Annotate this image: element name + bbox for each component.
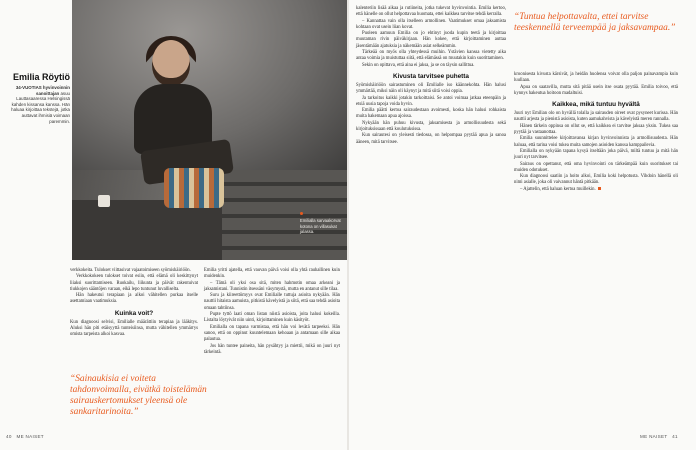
page-gutter (347, 0, 349, 450)
paragraph: kalenteriin lisää aikaa ja rutiineita, jotka tukevat hyvinvointia. Emilia kertoo, että hänelle on ollut helpottavaa huomata, ettei kaikkea tarvitse tehdä kerralla. (356, 6, 506, 18)
person-name: Emilia Röytiö (12, 72, 70, 82)
paragraph: Jos hän tuntee paineita, hän pysähtyy ja miettii, mikä on juuri nyt tärkeintä. (204, 343, 340, 355)
magazine-label-right: ME NAISET (640, 434, 668, 439)
paragraph: Kun diagnoosi saatiin ja hoito alkoi, Emilia koki helpotusta. Vihdoin hänellä oli nimi asialle, joka oli vaivannut häntä pitkään. (514, 174, 678, 186)
photo-mug (98, 195, 110, 207)
bio-block (8, 72, 70, 124)
photo-head (152, 40, 190, 86)
paragraph: Emilia suunnittelee kirjoittavansa kirjan hyvinvoinnista ja armollisuudesta. Hän haluaa, että tarina voisi tukea muita samojen asioiden kanssa kamppailevia. (514, 136, 678, 148)
paragraph: Tärkeää on myös olla yhteydessä muihin. Ystävien kanssa vietetty aika antaa voimia ja muistuttaa siitä, että elämässä on muutakin kuin suorittaminen. (356, 50, 506, 62)
paragraph: kroonisesta kivusta kärsivät, ja heidän huolensa voivat olla paljon painavampia kuin luullaan. (514, 72, 678, 84)
column-2 (204, 268, 340, 356)
photo-socks (164, 168, 224, 208)
paragraph: Kun diagnoosi selvisi, Emilialle määrättiin terapiaa ja lääkitys. Aluksi hän piti etäisyyttä tunteisiinsa, mutta vähitellen ymmärrys omista tarpeista alkoi kasvaa. (70, 319, 198, 338)
column-3 (356, 6, 506, 146)
paragraph: Apua on saatavilla, mutta sitä pitää usein itse osata pyytää. Emilia toivoo, että kynnys hakeutua hoitoon madaltuisi. (514, 84, 678, 96)
caption-text: Emilialla sarvaakorvat kotona on villasukat jalassa. (300, 218, 341, 235)
paragraph: – Kannattaa vain olla itselleen armollinen. Vaatimukset omaa jaksamista kohtaan ovat usein liian kovat. (356, 18, 506, 30)
paragraph: Emilia yritti ajatella, että vauvan päivä voisi olla yhtä rauhallinen kuin muidenkin. (204, 268, 340, 280)
subheading-kivusta: Kivusta tarvitsee puhetta (392, 72, 469, 80)
pull-quote-right: “Tuntua helpottavalta, ettei tarvitse teeskennellä terveempää ja jaksavampaa.” (514, 12, 676, 33)
paragraph: – Tämä oli yksi osa sitä, miten hahmotin omaa arkeani ja jaksamistani. Tunnistin itsessäni väsymystä, mutta en antanut sille tilaa. (204, 280, 340, 292)
paragraph: Suru ja kiireettömyys ovat Emilialle tuttuja asioita nykyään. Hän nauttii hitaista aamuista, pitkistä kävelyistä ja siitä, että saa tehdä asioita omaan tahtiinsa. (204, 293, 340, 311)
subheading-kuinka-voit: Kuinka voit? (114, 309, 154, 317)
caption-dot-icon (300, 212, 303, 215)
bio-text (8, 85, 70, 124)
folio-right (640, 434, 678, 439)
page-number-right: 41 (672, 434, 678, 439)
photo-person (124, 40, 234, 220)
column-4 (514, 72, 678, 193)
bio-body: asuu Lauttasaaressa Helsingissä kahden kissansa kanssa. Hän haluaa kirjoittaa tekstejä, jotka auttavat ihmisiä voimaan paremmin. (11, 90, 70, 124)
paragraph: Sekin on opittava, että aina ei jaksa, ja se on täysin sallittua. (362, 62, 475, 68)
subheading-kaikkea: Kaikkea, mikä tuntuu hyvältä (552, 101, 640, 109)
paragraph: Syömishäiriöön sairastuminen oli Emilialle iso käännekohta. Hän halusi ymmärtää, miksi näin oli käynyt ja mitä siitä voisi oppia. (356, 82, 506, 95)
page-number-left: 40 (6, 434, 12, 439)
magazine-label-left: ME NAISET (16, 434, 44, 439)
paragraph: Nykyään hän puhuu kivusta, jaksamisesta ja armollisuudesta sekä kirjoituksissaan että koulutuksissa. (356, 120, 506, 133)
paragraph: Sairaus on opettanut, että oma hyvinvointi on tärkeämpää kuin suoritukset tai muiden odotukset. (514, 161, 678, 173)
paragraph: verkkokeita. Tulokset viittasivat vajaatoimiseen syömishäiriöön. (70, 268, 191, 273)
folio-left (6, 434, 44, 439)
closing-line: – Ajattelin, että haluan kertoa muillekin. (520, 186, 596, 192)
paragraph: Emilialla on tapana varmistaa, että hän voi levätä tarpeeksi. Hän sanoo, että on oppinut kuuntelemaan kehoaan ja antamaan sille aikaa palautua. (204, 324, 340, 343)
paragraph: Juuri nyt Emilian olo on hyvällä tolalla ja sairauden oireet ovat pysyneet kurissa. Hän nauttii arjesta ja pienistä asioista, kuten aamukahvista ja kävelyistä meren rannalla. (514, 111, 678, 123)
paragraph: Emilia päätti kertoa sairaudestaan avoimesti, koska hän halusi rohkaista muita hakemaan apua ajoissa. (356, 108, 506, 120)
column-1 (70, 268, 198, 339)
paragraph: Ja tarkoitus kaikki jotakin tarkoittaisi. Se antoi voimaa jatkaa eteenpäin ja etsiä uusia tapoja voida hyvin. (356, 95, 506, 107)
paragraph (514, 187, 678, 193)
paragraph: Verkkokokeen tulokset toivat esiin, että elämä oli keskittynyt liiaksi suorittamiseen. Ruokailu, liikunta ja päivät rakentuivat tiukkojen sääntöjen varaan, eikä lepo tuntunut luvalliselta. (70, 274, 198, 292)
paragraph: Kun sairautesi on yleisesti tiedossa, on helpompaa pyytää apua ja sanoa ääneen, mitä tarvitsee. (356, 133, 506, 145)
bio-lead: 34-VUOTIAS hyvinvoinnin sanoittajan (15, 85, 70, 96)
paragraph: Puoleen aamuun Emilia on jo ehtinyt juoda kupin teetä ja kirjoittaa muutaman rivin päiväkirjaan. Hän kokee, että kirjoittaminen auttaa jäsentämään ajatuksia ja näkemään asiat selkeämmin. (356, 31, 506, 49)
photo-caption (300, 212, 346, 235)
paragraph: Pupte tyttö laati oman listan niistä asioista, joita halusi kokeilla. Listalta löytyivät niin uinti, kirjoittaminen kuin käsityöt. (204, 312, 340, 324)
end-mark-icon (598, 187, 601, 190)
pull-quote-left: “Sainaukisia ei voiteta tahdonvoimalla, eivätkä toistelämän sairauskertomukset yleensä ole sankaritarinoita.” (70, 374, 207, 417)
paragraph: Hän hakeutui terapiaan ja alkoi vähitellen purkaa itselle asettamiaan vaatimuksia. (70, 293, 198, 305)
paragraph: Hänen tärkein oppinsa on ollut se, että kaikkea ei tarvitse jaksaa yksin. Tukea saa pyytää ja vastaanottaa. (514, 123, 678, 136)
paragraph: Emilialla on nykyään tapana kysyä itseltään joka päivä, miltä tuntuu ja mitä hän juuri nyt tarvitsee. (514, 148, 678, 161)
